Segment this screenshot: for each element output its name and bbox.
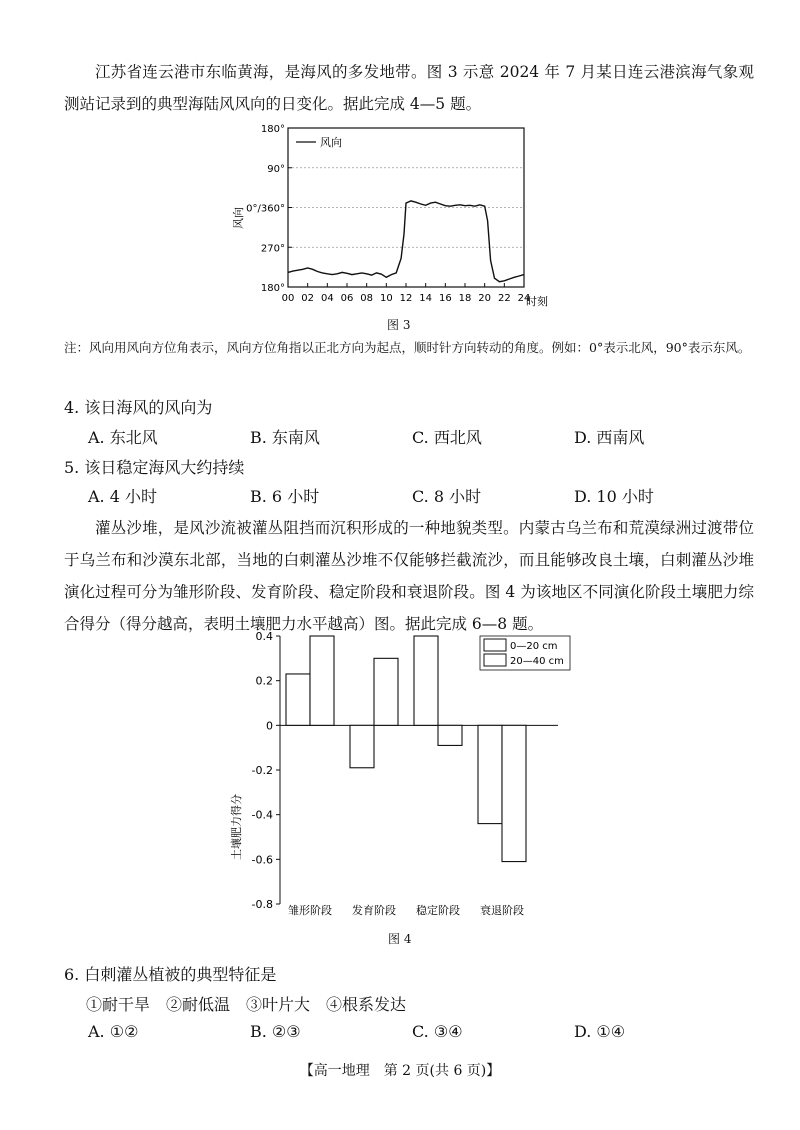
fig4-caption: 图 4 — [388, 932, 412, 946]
q6-option-b[interactable]: B. ②③ — [250, 1022, 301, 1041]
q6-option-d[interactable]: D. ①④ — [574, 1022, 626, 1041]
fig4-bar — [478, 725, 502, 823]
fig3-x-tick-label: 14 — [419, 293, 433, 304]
q4-option-a[interactable]: A. 东北风 — [88, 428, 158, 447]
intro-paragraph-1: 江苏省连云港市东临黄海，是海风的多发地带。图 3 示意 2024 年 7 月某日连云港滨海气象观测站记录到的典型海陆风风向的日变化。据此完成 4—5 题。 — [64, 63, 754, 113]
question-4-stem: 4. 该日海风的风向为 — [64, 398, 213, 417]
fig3-x-tick-label: 04 — [320, 293, 334, 304]
fig4-bar — [438, 725, 462, 745]
fig4-bar — [374, 658, 398, 725]
fig3-caption: 图 3 — [387, 318, 411, 332]
fig4-y-tick-label: -0.6 — [251, 853, 273, 867]
fig4-bar — [286, 674, 310, 725]
fig3-y-tick-label: 180° — [260, 283, 285, 294]
fig4-category-label: 发育阶段 — [352, 904, 396, 917]
fig4-bar — [502, 725, 526, 861]
fig4-y-tick-label: -0.8 — [251, 898, 273, 911]
q4-option-c[interactable]: C. 西北风 — [412, 428, 482, 447]
question-6-options — [88, 1022, 738, 1041]
fig3-x-tick-label: 18 — [458, 293, 472, 304]
fig4-y-tick-label: 0.4 — [255, 632, 273, 643]
fig4-y-axis-label: 土壤肥力得分 — [230, 794, 243, 860]
q4-option-b[interactable]: B. 东南风 — [250, 428, 320, 447]
fig3-x-tick-label: 22 — [497, 293, 511, 304]
fig3-x-tick-label: 12 — [399, 293, 413, 304]
fig4-category-label: 衰退阶段 — [480, 904, 524, 917]
fig4-category-label: 雏形阶段 — [288, 904, 332, 917]
q4-option-d[interactable]: D. 西南风 — [574, 428, 645, 447]
fig3-legend-label: 风向 — [320, 136, 342, 149]
question-4-options — [88, 425, 738, 448]
fig3-x-tick-label: 06 — [340, 293, 354, 304]
q6-option-a[interactable]: A. ①② — [88, 1022, 139, 1041]
fig3-y-axis-label: 风向 — [232, 207, 245, 229]
fig3-x-tick-label: 24 — [517, 293, 531, 304]
fig3-x-tick-label: 20 — [478, 293, 492, 304]
question-6-stem: 6. 白刺灌丛植被的典型特征是 — [64, 965, 277, 984]
fig3-y-tick-label: 0°/360° — [246, 203, 285, 215]
fig4-legend-swatch-20-40 — [484, 654, 506, 666]
fig4-bar — [350, 725, 374, 767]
fig3-x-tick-label: 00 — [281, 293, 295, 304]
fig3-x-tick-label: 02 — [301, 293, 315, 304]
fig4-legend-label-0-20: 0—20 cm — [510, 641, 558, 652]
q5-option-b[interactable]: B. 6 小时 — [250, 487, 320, 506]
q5-option-d[interactable]: D. 10 小时 — [574, 487, 654, 506]
question-5-options — [88, 484, 738, 507]
fig3-y-tick-label: 270° — [260, 243, 285, 255]
fig3-note: 注：风向用风向方位角表示，风向方位角指以正北方向为起点，顺时针方向转动的角度。例如：0°表示北风，90°表示东风。 — [64, 340, 751, 355]
fig4-bar-chart — [228, 632, 588, 922]
question-5-stem: 5. 该日稳定海风大约持续 — [64, 458, 245, 477]
fig4-bar — [414, 636, 438, 725]
fig4-legend-swatch-0-20 — [484, 639, 506, 651]
intro-paragraph-2: 灌丛沙堆，是风沙流被灌丛阻挡而沉积形成的一种地貌类型。内蒙古乌兰布和荒漠绿洲过渡带位于乌兰布和沙漠东北部，当地的白刺灌丛沙堆不仅能够拦截流沙，而且能够改良土壤，白刺灌丛沙堆演化过程可分为雏形阶段、发育阶段、稳定阶段和衰退阶段。图 4 为该地区不同演化阶段土壤肥力综合得分（得分越高，表明土壤肥力水平越高）图。据此完成 6—8 题。 — [64, 519, 754, 633]
fig3-y-tick-label: 180° — [260, 124, 285, 135]
fig4-y-tick-label: 0.2 — [255, 674, 273, 688]
fig3-y-tick-label: 90° — [267, 163, 285, 175]
fig3-x-tick-label: 10 — [379, 293, 393, 304]
fig4-bar — [310, 636, 334, 725]
fig4-y-tick-label: -0.4 — [251, 808, 273, 822]
q6-option-c[interactable]: C. ③④ — [412, 1022, 463, 1041]
fig4-y-tick-label: -0.2 — [251, 764, 273, 777]
fig3-x-tick-label: 16 — [438, 293, 452, 304]
fig4-category-label: 稳定阶段 — [416, 904, 460, 917]
fig3-x-tick-label: 08 — [360, 293, 374, 304]
fig4-legend-label-20-40: 20—40 cm — [510, 656, 564, 667]
q5-option-c[interactable]: C. 8 小时 — [412, 487, 482, 506]
fig4-y-tick-label: 0 — [266, 719, 273, 733]
q5-option-a[interactable]: A. 4 小时 — [88, 487, 157, 506]
fig3-line-chart — [228, 120, 548, 325]
page-footer: 【高一地理 第 2 页(共 6 页)】 — [299, 1063, 501, 1079]
question-6-items: ①耐干旱 ②耐低温 ③叶片大 ④根系发达 — [86, 995, 407, 1014]
fig3-x-axis-suffix: 时刻 — [526, 295, 548, 308]
